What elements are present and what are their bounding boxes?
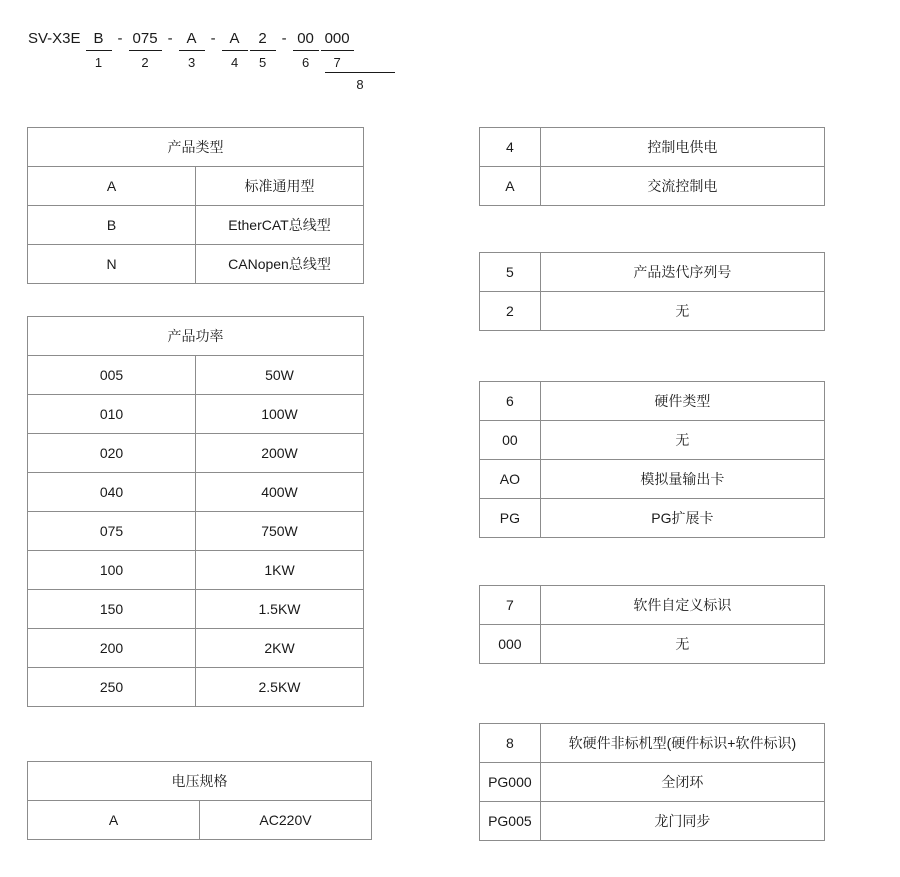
cell-desc: 无 [540,421,824,460]
cell-code: A [480,167,541,206]
code-segment-1 [86,28,112,73]
cell-desc: 无 [540,292,824,331]
cell-code: AO [480,460,541,499]
table-header-software-id: 软件自定义标识 [540,586,824,625]
code-segment-7-value: 000 [321,28,354,51]
code-dash-2: - [167,30,173,47]
table-row [480,724,825,763]
table-row [28,167,364,206]
cell-desc: 2KW [196,629,364,668]
cell-code: 250 [28,668,196,707]
code-segment-1-value: B [86,28,112,51]
table-header-hardware-type: 硬件类型 [540,382,824,421]
cell-desc: 交流控制电 [540,167,824,206]
table-row [480,460,825,499]
code-segment-2-value: 075 [129,28,162,51]
code-segment-2-index: 2 [141,55,149,70]
table-row [28,590,364,629]
table-row [28,245,364,284]
cell-code: PG000 [480,763,541,802]
cell-index: 6 [480,382,541,421]
cell-code: 005 [28,356,196,395]
code-segment-6-value: 00 [293,28,319,51]
table-row [480,499,825,538]
table-iteration-number [479,252,825,331]
cell-code: PG005 [480,802,541,841]
table-row [28,395,364,434]
table-row [28,356,364,395]
cell-desc: CANopen总线型 [196,245,364,284]
cell-index: 8 [480,724,541,763]
code-segment-3-value: A [179,28,205,51]
cell-code: A [28,167,196,206]
cell-desc: 全闭环 [540,763,824,802]
table-row [480,763,825,802]
table-row [28,206,364,245]
table-row [28,473,364,512]
code-dash-3: - [210,30,216,47]
code-segment-2 [129,28,162,73]
cell-desc: 标准通用型 [196,167,364,206]
cell-code: B [28,206,196,245]
cell-desc: 1KW [196,551,364,590]
table-header-product-power: 产品功率 [28,317,364,356]
cell-desc: AC220V [200,801,372,840]
cell-code: 2 [480,292,541,331]
table-hardware-type [479,381,825,538]
cell-desc: PG扩展卡 [540,499,824,538]
table-row [28,629,364,668]
cell-index: 4 [480,128,541,167]
cell-code: 010 [28,395,196,434]
table-row [480,382,825,421]
table-row [28,317,364,356]
cell-desc: 2.5KW [196,668,364,707]
table-row [480,167,825,206]
cell-desc: 200W [196,434,364,473]
cell-desc: 龙门同步 [540,802,824,841]
code-group-bar [325,72,395,73]
code-segment-7 [321,28,354,73]
cell-desc: 50W [196,356,364,395]
code-dash-4: - [281,30,287,47]
code-segment-5-value: 2 [250,28,276,51]
table-header-iteration: 产品迭代序列号 [540,253,824,292]
cell-code: N [28,245,196,284]
table-row [480,128,825,167]
table-nonstandard-model [479,723,825,841]
table-header-nonstandard: 软硬件非标机型(硬件标识+软件标识) [540,724,824,763]
table-control-power [479,127,825,206]
cell-desc: 100W [196,395,364,434]
cell-code: A [28,801,200,840]
table-row [480,421,825,460]
cell-desc: 750W [196,512,364,551]
model-code-line [28,28,355,73]
code-segment-3-index: 3 [187,55,196,70]
code-dash-1: - [117,30,123,47]
cell-desc: 无 [540,625,824,664]
cell-code: 075 [28,512,196,551]
model-code-prefix: SV-X3E [28,30,81,47]
table-row [480,292,825,331]
cell-code: PG [480,499,541,538]
table-row [480,802,825,841]
cell-code: 020 [28,434,196,473]
code-segment-4-value: A [222,28,248,51]
code-segment-6-index: 6 [301,55,310,70]
table-product-power [27,316,364,707]
cell-code: 000 [480,625,541,664]
code-segment-3 [179,28,205,73]
cell-desc: 400W [196,473,364,512]
code-segment-4 [222,28,248,73]
table-row [28,668,364,707]
cell-code: 200 [28,629,196,668]
code-group-index: 8 [356,77,364,92]
code-segment-5 [250,28,276,73]
table-row [28,801,372,840]
table-row [28,128,364,167]
table-row [28,551,364,590]
cell-code: 150 [28,590,196,629]
cell-desc: 模拟量输出卡 [540,460,824,499]
table-voltage-spec [27,761,372,840]
table-row [480,625,825,664]
cell-desc: 1.5KW [196,590,364,629]
cell-code: 040 [28,473,196,512]
table-software-id [479,585,825,664]
cell-index: 5 [480,253,541,292]
cell-code: 100 [28,551,196,590]
table-row [28,512,364,551]
table-header-control-power: 控制电供电 [540,128,824,167]
code-segment-4-index: 4 [230,55,239,70]
code-segment-7-index: 7 [333,55,341,70]
table-row [28,434,364,473]
code-segment-1-index: 1 [94,55,103,70]
table-product-type [27,127,364,284]
table-row [480,586,825,625]
cell-desc: EtherCAT总线型 [196,206,364,245]
code-segment-5-index: 5 [258,55,267,70]
cell-index: 7 [480,586,541,625]
table-row [28,762,372,801]
table-row [480,253,825,292]
table-header-voltage-spec: 电压规格 [28,762,372,801]
code-segment-6 [293,28,319,73]
cell-code: 00 [480,421,541,460]
table-header-product-type: 产品类型 [28,128,364,167]
code-group-bracket-8 [325,72,395,95]
